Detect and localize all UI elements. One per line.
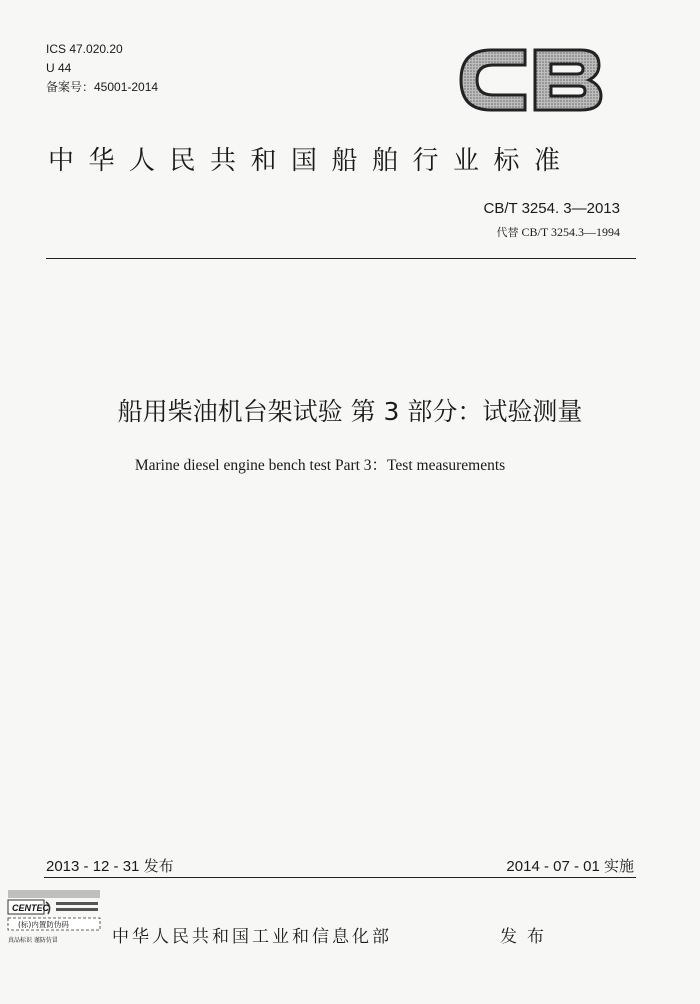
- replaced-standard: CB/T 3254.3—1994: [521, 225, 620, 239]
- top-divider: [46, 258, 636, 259]
- ics-code: ICS 47.020.20: [46, 42, 123, 56]
- issuing-authority: 中华人民共和国工业和信息化部: [112, 927, 392, 947]
- bottom-divider: [44, 877, 636, 878]
- label-line-2: 真品标识 谨防仿冒: [8, 937, 58, 944]
- standard-code: CB/T 3254. 3—2013: [483, 200, 620, 217]
- record-number: 备案号：45001-2014: [46, 80, 159, 94]
- label-brand: CENTEC: [12, 903, 50, 913]
- standard-title: 中华人民共和国船舶行业标准: [48, 146, 575, 176]
- label-line-1: (标)内置防伪码: [18, 920, 69, 929]
- document-title-en: Marine diesel engine bench test Part 3：Test measurements: [134, 457, 506, 474]
- category-code: U 44: [46, 61, 72, 75]
- issue-word: 发布: [500, 927, 554, 947]
- logo-letter-b: [535, 50, 601, 110]
- document-title-cn: 船用柴油机台架试验 第 3 部分：试验测量: [117, 397, 583, 426]
- anti-counterfeit-label: [4, 886, 104, 952]
- classification-block: [46, 40, 158, 97]
- logo-letter-c: [461, 50, 525, 110]
- replaces-code: [497, 224, 620, 240]
- replaces-prefix: 代替: [496, 226, 519, 239]
- cb-logo: [455, 40, 605, 120]
- issue-date: 2013 - 12 - 31 发布: [46, 858, 174, 875]
- implementation-date: 2014 - 07 - 01 实施: [506, 858, 634, 875]
